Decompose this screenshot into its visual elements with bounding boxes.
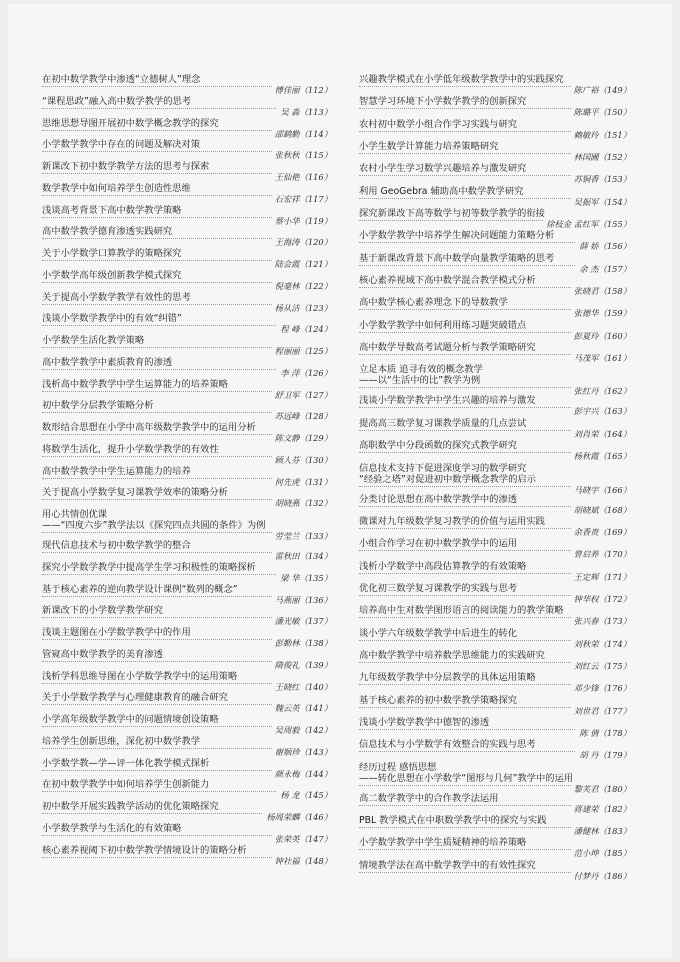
toc-entry: [359, 650, 631, 672]
toc-entry: [42, 205, 332, 227]
toc-entry: [359, 440, 631, 462]
toc-entry-title: 浅析学科思维导图在小学数学教学中的运用策略: [42, 670, 238, 682]
toc-entry-title: 培养高中生对数学图形语言的阅读能力的教学策略: [359, 605, 564, 617]
toc-entry-title: 优化初三数学复习课教学的实践与思考: [359, 582, 518, 594]
toc-entry-title: 小学生数学计算能力培养策略研究: [359, 141, 499, 153]
toc-entry-author-page: 胡 丹（179）: [576, 750, 631, 760]
toc-entry: [42, 692, 332, 714]
toc-entry-title: 核心素养视阈下初中数学教学情境设计的策略分析: [42, 844, 247, 856]
toc-entry-author-page: 王定辉（171）: [571, 572, 631, 582]
toc-entry-author-page: 魏云英（141）: [272, 703, 332, 713]
toc-entry-author-page: 蔡小华（119）: [272, 216, 332, 226]
toc-entry-author-page: 陆会霞（121）: [272, 259, 332, 269]
toc-entry-title: 农村小学生学习数学兴趣培养与激发研究: [359, 163, 527, 175]
toc-entry: [42, 357, 332, 379]
toc-entry-author-page: 彭夏玲（160）: [571, 331, 631, 341]
toc-entry: [359, 119, 631, 141]
toc-entry-title: 数形结合思想在小学中高年级数学教学中的运用分析: [42, 422, 256, 433]
toc-entry: [42, 270, 332, 292]
toc-entry-author-page: 刘红云（175）: [571, 661, 631, 671]
toc-entry-title: 关于提高小学数学教学有效性的思考: [42, 291, 191, 303]
toc-entry-author-page: 徐枝金 孟红军（155）: [543, 219, 631, 229]
toc-entry-author-page: 张晓君（158）: [571, 286, 631, 296]
toc-entry-author-page: 范小坤（185）: [571, 848, 631, 858]
toc-entry-title: 微课对九年级数学复习教学的价值与运用实践: [359, 515, 545, 527]
toc-entry-author-page: 邓少锋（176）: [571, 683, 631, 693]
toc-entry-author-page: 颜永梅（144）: [272, 769, 332, 779]
toc-entry-author-page: 雷秋田（134）: [272, 551, 332, 561]
toc-entry: [42, 605, 332, 627]
toc-entry: [42, 444, 332, 466]
toc-entry-author-page: 舒卫军（127）: [272, 390, 332, 400]
toc-entry: [42, 161, 332, 183]
toc-entry: [359, 230, 631, 252]
toc-entry-author-page: 陈璐平（150）: [571, 107, 631, 117]
toc-entry: [359, 186, 631, 208]
toc-entry-title: 小学数学教学中培养学生解决问题能力策略分析: [359, 230, 555, 242]
toc-entry: [359, 860, 631, 882]
toc-entry: [42, 736, 332, 758]
toc-entry-title: 小学数学教学中学生质疑精神的培养策略: [359, 837, 527, 849]
toc-entry: [359, 583, 631, 605]
toc-entry: [42, 335, 332, 357]
toc-entry: [42, 562, 332, 584]
toc-entry-title: 新课改下初中数学教学方法的思考与探索: [42, 161, 210, 172]
toc-entry-title: 经历过程 感悟思想: [359, 761, 437, 773]
toc-entry-subtitle: ——“四度六步”教学法以《探究四点共圆的条件》为例: [42, 520, 266, 531]
toc-entry-title: 高中数学导数高考试题分析与教学策略研究: [359, 342, 536, 354]
toc-entry: [359, 74, 631, 96]
toc-entry-title: 浅谈小学数学教学中学生兴趣的培养与激发: [359, 395, 536, 407]
toc-entry-title: 立足本质 追寻有效的概念教学: [359, 364, 483, 376]
toc-entry: [359, 762, 631, 793]
toc-entry-author-page: 王晓红（140）: [272, 682, 332, 692]
toc-entry-author-page: 马茂军（161）: [571, 353, 631, 363]
toc-entry-author-page: 隋俊礼（139）: [272, 660, 332, 670]
toc-entry: [359, 342, 631, 364]
toc-entry: [42, 248, 332, 270]
toc-entry: [42, 671, 332, 693]
toc-entry: [359, 494, 631, 516]
toc-entry-author-page: 苏远峰（128）: [272, 411, 332, 421]
toc-entry-author-page: 张红丹（162）: [571, 386, 631, 396]
toc-entry-title: 管窥高中数学教学的美育渗透: [42, 648, 163, 660]
toc-entry: [42, 649, 332, 671]
toc-entry-title: 小学数学高年级创新教学模式探究: [42, 269, 182, 281]
toc-entry-author-page: 邵鹤勤（114）: [272, 129, 332, 139]
toc-entry: [359, 141, 631, 163]
toc-entry-title: 高二数学教学中的合作教学法运用: [359, 792, 499, 804]
toc-entry-author-page: 石宏祥（117）: [272, 194, 332, 204]
toc-entry-author-page: 薛 娇（156）: [576, 241, 631, 251]
toc-entry: [359, 605, 631, 627]
toc-entry-title: 现代信息技术与初中数学教学的整合: [42, 540, 191, 551]
toc-entry-author-page: 马燕丽（136）: [272, 595, 332, 605]
toc-entry-author-page: 吴 淼（113）: [277, 107, 332, 117]
toc-entry: [359, 208, 631, 230]
toc-entry-subtitle: ——以“生活中的比”教学为例: [359, 375, 481, 387]
toc-entry-title: 基于新课改背景下高中数学向量教学策略的思考: [359, 252, 555, 264]
toc-column-left: [42, 74, 332, 866]
toc-entry: [42, 118, 332, 140]
toc-entry-subtitle: ——转化思想在小学数学“图形与几何”教学中的运用: [359, 772, 574, 784]
toc-entry-author-page: 潘光敏（137）: [272, 616, 332, 626]
toc-entry-author-page: 李 萍（126）: [277, 368, 332, 378]
toc-entry: [42, 779, 332, 801]
toc-entry-title: 培养学生创新思维，深化初中数学教学: [42, 735, 201, 747]
toc-entry: [359, 837, 631, 859]
toc-entry-title: 浅谈小学数学教学中德智的渗透: [359, 716, 490, 728]
toc-entry: [42, 379, 332, 401]
toc-entry-author-page: 傅佳丽（112）: [272, 85, 332, 95]
toc-entry-author-page: 余 杰（157）: [576, 264, 631, 274]
toc-entry-title: 情境教学法在高中数学教学中的有效性探究: [359, 859, 536, 871]
toc-entry-title: 小组合作学习在初中数学教学中的运用: [359, 538, 518, 550]
toc-entry-author-page: 陈广裕（149）: [571, 85, 631, 95]
toc-entry-author-page: 杨秋霞（165）: [571, 451, 631, 461]
toc-entry-author-page: 倪毫林（122）: [272, 281, 332, 291]
toc-entry-author-page: 潘健林（183）: [571, 826, 631, 836]
toc-entry-author-page: 程 峰（124）: [277, 324, 332, 334]
toc-entry-author-page: 程丽丽（125）: [272, 346, 332, 356]
toc-entry-author-page: 苏铜香（153）: [571, 174, 631, 184]
toc-entry: [359, 297, 631, 319]
toc-entry-title: 探究小学数学教学中提高学生学习积极性的策略探析: [42, 561, 256, 573]
toc-entry-title: PBL 教学模式在中职数学教学中的探究与实践: [359, 814, 547, 826]
toc-entry: [359, 463, 631, 494]
toc-entry-author-page: 胡晓斌（168）: [571, 505, 631, 515]
toc-entry-title: 信息技术与小学数学有效整合的实践与思考: [359, 739, 536, 751]
toc-entry-title: 兴趣教学模式在小学低年级数学教学中的实践探究: [359, 74, 564, 85]
toc-entry-title: 高中数学教学德育渗透实践研究: [42, 226, 173, 238]
toc-entry-author-page: 付梦丹（186）: [571, 871, 631, 881]
toc-entry-title: 思维思想导图开展初中数学概念教学的探究: [42, 117, 219, 129]
toc-entry-title: 浅谈主题图在小学数学教学中的作用: [42, 627, 191, 638]
toc-entry: [359, 717, 631, 739]
toc-entry-title: 在初中数学教学中渗透“立德树人”理念: [42, 74, 201, 85]
toc-entry-author-page: 杨周荣麟（146）: [263, 812, 332, 822]
toc-entry: [359, 672, 631, 694]
toc-entry-title: 数学教学中如何培养学生创造性思维: [42, 182, 191, 194]
toc-entry: [42, 801, 332, 823]
toc-entry-author-page: 林国圃（152）: [571, 152, 631, 162]
toc-entry-author-page: 张荣英（147）: [272, 834, 332, 844]
toc-entry-title: 小学高年级数学教学中的问题情境创设策略: [42, 714, 219, 725]
toc-entry-title: 高中数学核心素养理念下的导数教学: [359, 297, 508, 309]
toc-entry-title: 高中数学教学中培养数学思维能力的实践研究: [359, 649, 545, 661]
toc-entry-title: 高职数学中分段函数的探究式教学研究: [359, 440, 518, 452]
toc-entry: [42, 714, 332, 736]
toc-entry-author-page: 何先虎（131）: [272, 477, 332, 487]
toc-entry: [42, 313, 332, 335]
toc-entry: [42, 226, 332, 248]
toc-entry: [42, 823, 332, 845]
toc-entry-title: 初中数学分层教学策略分析: [42, 400, 154, 412]
toc-entry: [42, 758, 332, 780]
toc-entry-author-page: 杨从洁（123）: [272, 303, 332, 313]
toc-entry: [42, 74, 332, 96]
toc-entry: [359, 418, 631, 440]
toc-entry-title: 核心素养视域下高中数学混合教学模式分析: [359, 275, 536, 287]
toc-entry-author-page: 谢顺珍（143）: [272, 747, 332, 757]
toc-entry: [42, 139, 332, 161]
toc-entry-author-page: 钟华权（172）: [571, 594, 631, 604]
toc-entry-author-page: 王仙艳（116）: [272, 172, 332, 182]
toc-entry-subtitle: “经验之塔”对促进初中数学概念教学的启示: [359, 473, 536, 485]
toc-entry-title: 小学数学生活化教学策略: [42, 335, 145, 346]
toc-entry-title: “课程思政”融入高中数学教学的思考: [42, 95, 192, 107]
toc-entry: [359, 793, 631, 815]
toc-entry: [42, 422, 332, 444]
toc-entry-title: 浅析小学数学中高段估算教学的有效策略: [359, 560, 527, 572]
toc-entry-title: 提高高三数学复习课教学质量的几点尝试: [359, 417, 527, 429]
toc-entry-author-page: 顾人芬（130）: [272, 455, 332, 465]
toc-entry: [359, 815, 631, 837]
toc-entry: [42, 509, 332, 540]
toc-entry-title: 浅析高中数学教学中学生运算能力的培养策略: [42, 378, 228, 390]
toc-entry-title: 用心共情创优课: [42, 509, 108, 520]
toc-entry: [42, 540, 332, 562]
toc-entry-author-page: 吴振军（154）: [571, 197, 631, 207]
toc-entry: [359, 96, 631, 118]
toc-entry-author-page: 劳莹兰（133）: [272, 531, 332, 541]
toc-entry-author-page: 王海涛（120）: [272, 237, 332, 247]
toc-entry: [359, 395, 631, 417]
toc-entry-author-page: 蒋建荣（182）: [571, 804, 631, 814]
toc-entry-author-page: 梁 华（135）: [277, 573, 332, 583]
toc-entry: [42, 487, 332, 509]
toc-entry-author-page: 马晓宇（166）: [571, 485, 631, 495]
toc-entry-title: 分类讨论思想在高中数学教学中的渗透: [359, 493, 518, 505]
toc-entry-author-page: 黎芙君（180）: [571, 784, 631, 794]
toc-entry-author-page: 陈 倩（178）: [576, 728, 631, 738]
toc-entry-title: 浅谈高考背景下高中数学教学策略: [42, 204, 182, 216]
toc-entry-author-page: 彭勤林（138）: [272, 638, 332, 648]
toc-entry: [359, 628, 631, 650]
toc-entry-author-page: 余香贵（169）: [571, 527, 631, 537]
toc-entry-title: 关于小学数学教学与心理健康教育的融合研究: [42, 692, 228, 704]
toc-entry-title: 谈小学六年级数学教学中后进生的转化: [359, 627, 518, 639]
toc-entry: [359, 275, 631, 297]
toc-entry-author-page: 杨 龙（145）: [277, 790, 332, 800]
toc-entry-title: 小学数学教学中存在的问题及解决对策: [42, 139, 201, 151]
toc-column-right: [359, 74, 631, 882]
toc-entry-title: 农村初中数学小组合作学习实践与研究: [359, 118, 518, 130]
toc-entry: [359, 364, 631, 395]
toc-entry: [42, 96, 332, 118]
toc-entry-title: 基于核心素养的初中数学教学策略探究: [359, 694, 518, 706]
toc-entry: [359, 253, 631, 275]
toc-entry-title: 将数学生活化，提升小学数学教学的有效性: [42, 443, 219, 455]
toc-entry-author-page: 刘世君（177）: [571, 706, 631, 716]
toc-entry-title: 高中数学教学中学生运算能力的培养: [42, 465, 191, 477]
toc-entry-title: 浅谈小学数学教学中的有效“纠错”: [42, 313, 182, 325]
toc-entry-author-page: 陈文静（129）: [272, 433, 332, 443]
toc-entry: [359, 538, 631, 560]
toc-entry: [42, 466, 332, 488]
toc-entry: [359, 516, 631, 538]
toc-entry-author-page: 钟社福（148）: [272, 856, 332, 866]
toc-entry-author-page: 张秋秋（115）: [272, 150, 332, 160]
toc-entry-author-page: 彭宇兴（163）: [571, 406, 631, 416]
toc-entry-title: 在初中数学教学中如何培养学生创新能力: [42, 779, 210, 791]
toc-entry-title: 小学数学教学与生活化的有效策略: [42, 822, 182, 834]
toc-entry: [42, 627, 332, 649]
toc-entry-title: 小学数学教学中如何利用练习题突破错点: [359, 319, 527, 331]
toc-entry-author-page: 张德华（159）: [571, 308, 631, 318]
toc-entry: [359, 695, 631, 717]
toc-entry: [42, 292, 332, 314]
toc-entry-title: 关于小学数学口算教学的策略探究: [42, 248, 182, 259]
toc-entry-author-page: 胡晓燕（132）: [272, 498, 332, 508]
toc-entry: [359, 739, 631, 761]
toc-entry: [42, 183, 332, 205]
toc-entry-title: 初中数学开展实践教学活动的优化策略探究: [42, 801, 219, 812]
toc-entry: [42, 845, 332, 867]
toc-entry-title: 关于提高小学数学复习课教学效率的策略分析: [42, 487, 228, 499]
toc-entry-author-page: 刘肖荣（164）: [571, 429, 631, 439]
toc-entry-title: 基于核心素养的逆向教学设计课例“数列的概念”: [42, 583, 238, 595]
toc-entry: [42, 584, 332, 606]
toc-entry-author-page: 吴周毅（142）: [272, 725, 332, 735]
toc-entry-author-page: 张兴春（173）: [571, 616, 631, 626]
toc-entry-title: 探究新课改下高等数学与初等数学教学的衔接: [359, 208, 545, 220]
toc-entry-title: 九年级数学教学中分层教学的具体运用策略: [359, 672, 536, 684]
toc-entry: [359, 320, 631, 342]
toc-entry-author-page: 刘秋荣（174）: [571, 639, 631, 649]
toc-entry-author-page: 曾启养（170）: [571, 549, 631, 559]
toc-entry-title: 利用 GeoGebra 辅助高中数学教学研究: [359, 185, 524, 197]
toc-entry-title: 智慧学习环境下小学数学教学的创新探究: [359, 96, 527, 108]
toc-entry: [359, 561, 631, 583]
document-page: [8, 4, 672, 958]
toc-entry: [359, 163, 631, 185]
toc-entry-title: 信息技术支持下促进深度学习的数学研究: [359, 462, 527, 474]
toc-entry-author-page: 赖敏玲（151）: [571, 130, 631, 140]
toc-entry-title: 新课改下的小学数学教学研究: [42, 605, 163, 617]
toc-entry-title: 小学数学教—学—评一体化教学模式探析: [42, 757, 210, 769]
toc-entry: [42, 400, 332, 422]
toc-entry-title: 高中数学教学中素质教育的渗透: [42, 356, 173, 368]
